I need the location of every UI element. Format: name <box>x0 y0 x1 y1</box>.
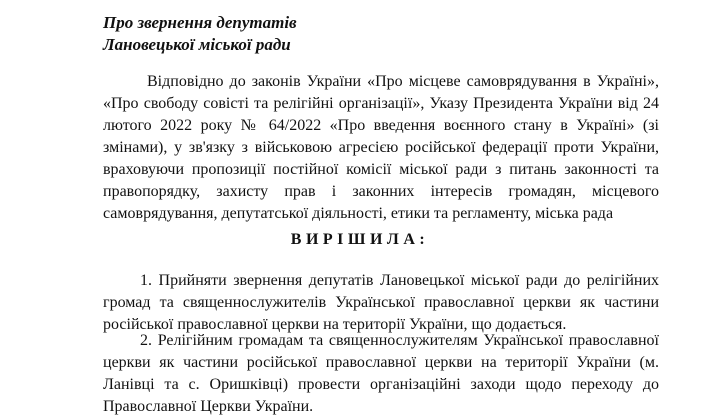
text-line: правопорядку, захисту прав і законних інтересів громадян, місцевого <box>103 183 659 200</box>
decision-heading: ВИРІШИЛА: <box>290 231 430 248</box>
text-line: церкви як частини російської православної церкви на території України (м. <box>103 354 659 371</box>
subject-line: Лановецької міської ради <box>103 35 291 54</box>
text-line: Православної Церкви України. <box>103 398 314 415</box>
subject-line: Про звернення депутатів <box>103 13 297 32</box>
text-line: змінами), у зв'язку з військовою агресією російської федерації проти України, <box>103 139 659 156</box>
text-line: «Про свободу совісті та релігійні організації», Указу Президента України від 24 <box>103 95 659 112</box>
document-subject <box>103 12 297 56</box>
resolution-item-2 <box>103 330 659 418</box>
text-line: 2. Релігійним громадам та священнослужителям Української православної <box>140 332 659 349</box>
preamble-paragraph <box>103 71 659 225</box>
text-line: враховуючи пропозиції постійної комісії міської ради з питань законності та <box>103 161 659 178</box>
resolution-item-1 <box>103 270 659 336</box>
text-line: Ланівці та с. Оришківці) провести організаційні заходи щодо переходу до <box>103 376 659 393</box>
text-line: лютого 2022 року № 64/2022 «Про введення воєнного стану в Україні» (зі <box>103 117 659 134</box>
text-line: Відповідно до законів України «Про місцеве самоврядування в Україні», <box>147 73 659 90</box>
text-line: російської православної церкви на території України, що додається. <box>103 316 567 333</box>
text-line: громад та священнослужителів Української православної церкви як частини <box>103 294 659 311</box>
text-line: самоврядування, депутатської діяльності, етики та регламенту, міська рада <box>103 205 614 222</box>
text-line: 1. Прийняти звернення депутатів Лановецької міської ради до релігійних <box>140 272 659 289</box>
